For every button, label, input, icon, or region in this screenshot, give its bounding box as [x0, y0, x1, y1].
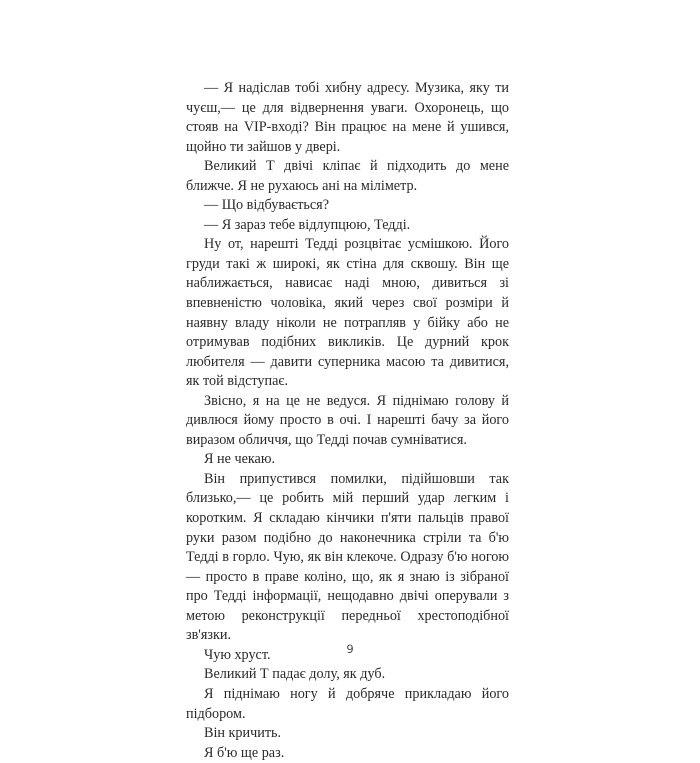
paragraph: Я не чекаю.	[204, 451, 275, 468]
paragraph: Ну от, нарешті Тедді розцвітає усмішкою. Його груди такі ж широкі, як стіна для сквошу. Він ще наближається, нависає наді мною, дивиться зі впевненістю чоловіка, який через свої розміри й наявну владу ніколи не потрапляв у бійку або не отримував подібних викликів. Це дурний крок любителя — давити суперника масою та дивитися, як той відступає.	[186, 236, 509, 390]
page-text	[186, 79, 509, 763]
paragraph: — Що відбувається?	[204, 197, 330, 214]
page-number: 9	[346, 642, 354, 656]
paragraph: Він припустився помилки, підійшовши так близько,— це робить мій перший удар легким і коротким. Я складаю кінчики п'яти пальців правої руки разом подібно до наконечника стріли та б'ю Тедді в горло. Чую, як він клекоче. Одразу б'ю ногою — просто в праве коліно, що, як я знаю із зібраної про Тедді інформації, нещодавно двічі оперували з метою реконструкції передньої хрестоподібної зв'язки.	[186, 470, 509, 644]
paragraph: Я б'ю ще раз.	[204, 744, 285, 761]
paragraph: Великий Т падає долу, як дуб.	[204, 666, 386, 683]
paragraph: — Я зараз тебе відлупцюю, Тедді.	[204, 216, 411, 233]
paragraph: Я піднімаю ногу й добряче прикладаю його підбором.	[186, 685, 509, 722]
paragraph: Чую хруст.	[204, 646, 271, 663]
paragraph: Звісно, я на це не ведуся. Я піднімаю голову й дивлюся йому просто в очі. І нарешті бачу за його виразом обличчя, що Тедді почав сумніватися.	[186, 392, 509, 448]
paragraph: — Я надіслав тобі хибну адресу. Музика, яку ти чуєш,— це для відвернення уваги. Охоронець, що стояв на VIP-вході? Він працює на мене й ушився, щойно ти зайшов у двері.	[186, 80, 509, 155]
paragraph: Він кричить.	[204, 725, 282, 742]
paragraph: Великий Т двічі кліпає й підходить до мене ближче. Я не рухаюсь ані на міліметр.	[186, 158, 509, 194]
